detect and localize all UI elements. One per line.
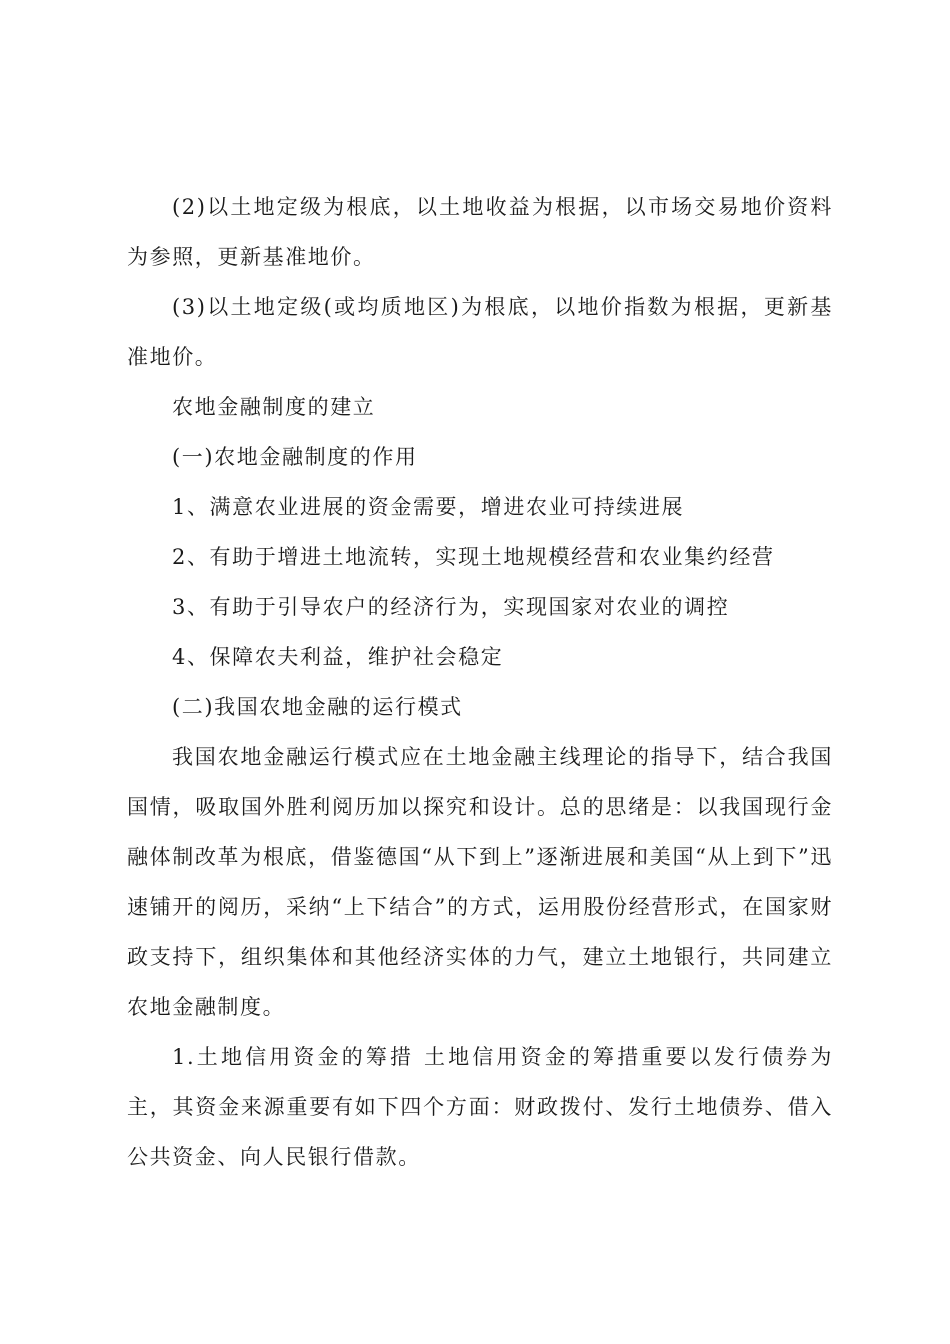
- paragraph-benchmark-method-2: (2)以土地定级为根底，以土地收益为根据，以市场交易地价资料为参照，更新基准地价。: [127, 195, 833, 269]
- paragraph-benchmark-method-3: (3)以土地定级(或均质地区)为根底，以地价指数为根据，更新基准地价。: [127, 295, 833, 369]
- paragraph-operation-mode: 我国农地金融运行模式应在土地金融主线理论的指导下，结合我国国情，吸取国外胜利阅历加以探究和设计。总的思绪是：以我国现行金融体制改革为根底，借鉴德国“从下到上”逐渐进展和美国“从上到下”迅速铺开的阅历，采纳“上下结合”的方式，运用股份经营形式，在国家财政支持下，组织集体和其他经济实体的力气，建立土地银行，共同建立农地金融制度。: [127, 745, 833, 1019]
- section-heading-farmland-finance: 农地金融制度的建立: [172, 395, 376, 419]
- list-item-2: 2、有助于增进土地流转，实现土地规模经营和农业集约经营: [172, 545, 775, 569]
- list-item-3: 3、有助于引导农户的经济行为，实现国家对农业的调控: [172, 595, 730, 619]
- subheading-role: (一)农地金融制度的作用: [172, 445, 418, 469]
- paragraph-fund-raising: 1.土地信用资金的筹措 土地信用资金的筹措重要以发行债券为主，其资金来源重要有如下四个方面：财政拨付、发行土地债券、借入公共资金、向人民银行借款。: [127, 1045, 833, 1169]
- list-item-1: 1、满意农业进展的资金需要，增进农业可持续进展: [172, 495, 685, 519]
- document-body: [127, 182, 833, 1182]
- subheading-operation-mode: (二)我国农地金融的运行模式: [172, 695, 463, 719]
- list-item-4: 4、保障农夫利益，维护社会稳定: [172, 645, 504, 669]
